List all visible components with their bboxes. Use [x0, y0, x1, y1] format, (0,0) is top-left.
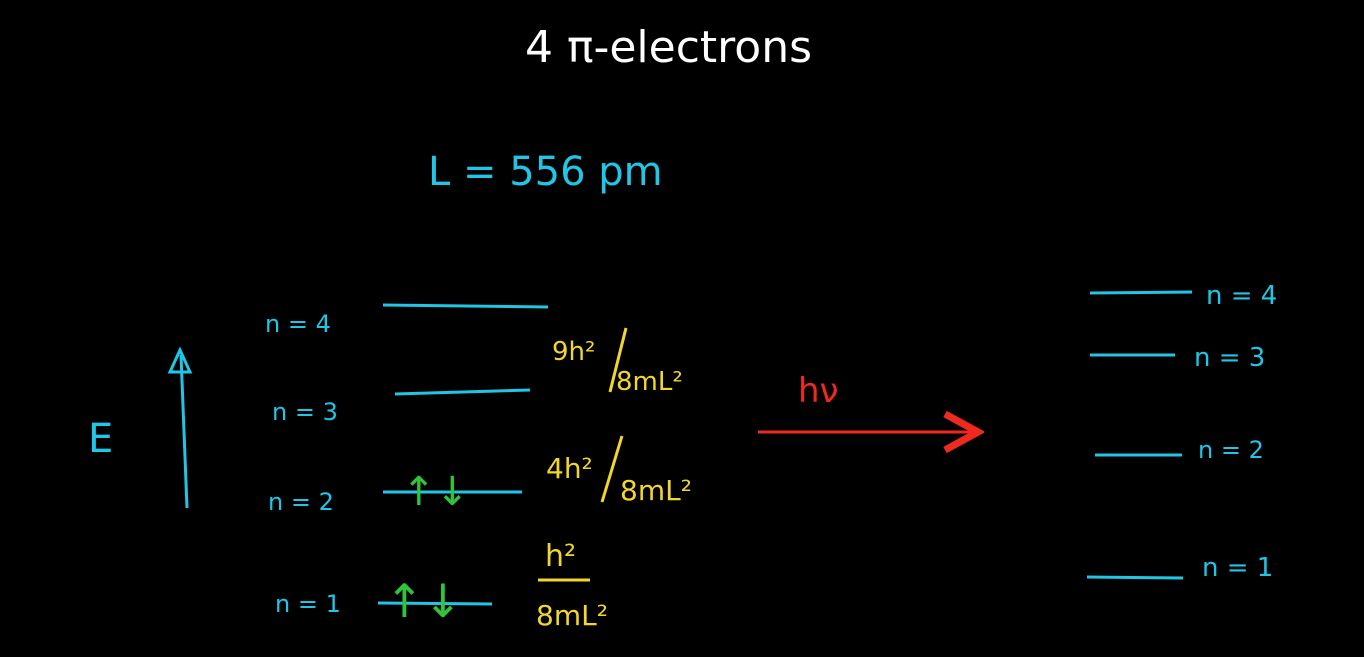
energy-axis-arrow — [181, 355, 187, 508]
ground-level-label-n1: n = 1 — [275, 590, 341, 618]
energy-n1-numerator: h² — [545, 539, 577, 574]
energy-n2-numerator: 4h² — [546, 452, 593, 485]
excited-level-label-n3: n = 3 — [1194, 343, 1266, 373]
photon-label: hν — [798, 371, 839, 411]
excited-level-line-n4 — [1090, 292, 1192, 293]
energy-n1-denominator: 8mL² — [536, 599, 608, 632]
ground-level-line-n3 — [395, 390, 530, 394]
excited-level-label-n2: n = 2 — [1198, 436, 1264, 464]
excited-level-label-n4: n = 4 — [1206, 281, 1278, 311]
ground-level-label-n4: n = 4 — [265, 310, 331, 338]
box-length: L = 556 pm — [428, 149, 663, 195]
ground-level-label-n3: n = 3 — [272, 398, 338, 426]
energy-n2-denominator: 8mL² — [620, 474, 692, 507]
electron-pair-n2: ↑↓ — [402, 469, 470, 515]
ground-level-line-n4 — [383, 305, 548, 307]
excited-level-label-n1: n = 1 — [1202, 553, 1274, 583]
excited-level-line-n1 — [1087, 577, 1183, 578]
energy-n3-denominator: 8mL² — [616, 367, 683, 397]
ground-level-label-n2: n = 2 — [268, 488, 334, 516]
energy-n2-slash — [602, 436, 622, 502]
electron-pair-n1: ↑↓ — [385, 574, 463, 628]
title: 4 π-electrons — [525, 22, 813, 73]
energy-n3-numerator: 9h² — [552, 337, 596, 367]
energy-axis-label: E — [88, 416, 114, 462]
